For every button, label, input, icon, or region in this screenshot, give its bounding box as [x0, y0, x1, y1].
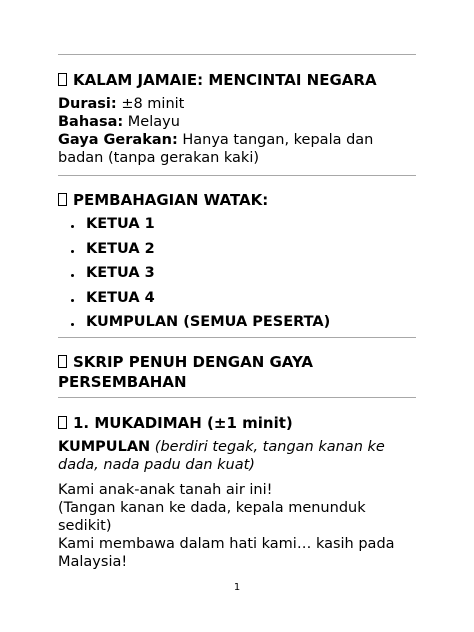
list-item — [58, 237, 330, 262]
list-item — [58, 310, 330, 335]
bullet-icon — [71, 250, 74, 253]
bullet-icon — [71, 225, 74, 228]
missing-glyph-icon — [58, 193, 67, 206]
divider — [58, 337, 416, 338]
gaya-line — [58, 131, 388, 167]
bullet-icon — [71, 299, 74, 302]
dialogue-line — [58, 535, 398, 571]
durasi-value: ±8 minit — [121, 96, 185, 112]
list-item — [58, 286, 330, 311]
bahasa-label: Bahasa: — [58, 114, 124, 130]
bahasa-value: Melayu — [127, 114, 180, 130]
direction-text: (berdiri tegak, tangan kanan ke dada, nada padu dan kuat) — [58, 439, 385, 473]
character-name: KETUA 3 — [86, 265, 155, 281]
list-item — [58, 212, 330, 237]
page-number: 1 — [233, 582, 241, 593]
list-item — [58, 261, 330, 286]
dialogue-line — [58, 481, 398, 499]
dialogue-text: Kami membawa dalam hati kami… kasih pada Malaysia! — [58, 536, 395, 570]
script-heading — [58, 352, 358, 392]
gaya-value: Hanya tangan, kepala dan badan (tanpa gerakan kaki) — [58, 132, 374, 166]
bahasa-line — [58, 113, 420, 131]
document-title — [58, 70, 420, 90]
stage-direction — [58, 438, 393, 474]
characters-heading-text: PEMBAHAGIAN WATAK: — [73, 191, 269, 209]
speaker-label: KUMPULAN — [58, 439, 151, 455]
missing-glyph-icon — [58, 355, 67, 368]
divider — [58, 175, 416, 176]
character-name: KETUA 1 — [86, 216, 155, 232]
divider — [58, 54, 416, 55]
characters-heading — [58, 190, 420, 210]
character-name: KUMPULAN (SEMUA PESERTA) — [86, 314, 331, 330]
title-text: KALAM JAMAIE: MENCINTAI NEGARA — [73, 71, 377, 89]
durasi-line — [58, 95, 420, 113]
character-name: KETUA 4 — [86, 289, 155, 306]
gaya-label: Gaya Gerakan: — [58, 132, 178, 148]
missing-glyph-icon — [58, 416, 67, 429]
divider — [58, 397, 416, 398]
missing-glyph-icon — [58, 73, 67, 86]
durasi-label: Durasi: — [58, 96, 117, 112]
bullet-icon — [71, 323, 74, 326]
character-list — [58, 212, 330, 335]
script-heading-text: SKRIP PENUH DENGAN GAYA PERSEMBAHAN — [58, 353, 313, 391]
character-name: KETUA 2 — [86, 240, 155, 257]
bullet-icon — [71, 274, 74, 277]
dialogue-direction — [58, 499, 368, 535]
dialogue-text: Kami anak-anak tanah air ini! — [58, 482, 273, 498]
dialogue-text: (Tangan kanan ke dada, kepala menunduk sedikit) — [58, 500, 366, 534]
section-heading — [58, 413, 420, 433]
section-heading-text: 1. MUKADIMAH (±1 minit) — [73, 414, 293, 432]
